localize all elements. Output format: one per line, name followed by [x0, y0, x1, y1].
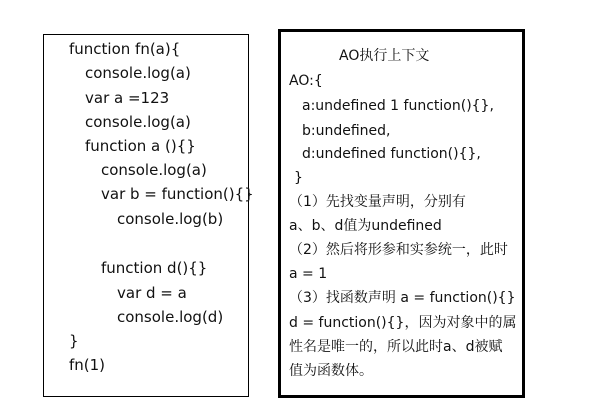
code-line: var d = a: [117, 284, 187, 302]
ao-line: （2）然后将形参和实参统一，此时: [289, 242, 508, 258]
ao-context-panel: [278, 29, 525, 398]
code-panel: [43, 34, 254, 397]
code-line: console.log(a): [85, 64, 191, 82]
ao-line: AO:{: [289, 73, 323, 89]
ao-line: a、b、d值为undefined: [289, 218, 442, 234]
code-line: var b = function(){}: [101, 185, 254, 203]
code-line: function a (){}: [85, 137, 196, 155]
ao-line: d = function(){}，因为对象中的属: [289, 315, 517, 331]
ao-line: }: [294, 170, 303, 186]
ao-line: b:undefined,: [302, 123, 391, 139]
code-line: function fn(a){: [69, 40, 181, 58]
ao-line: a:undefined 1 function(){},: [302, 98, 494, 114]
code-line: console.log(d): [117, 308, 224, 326]
code-line: fn(1): [69, 356, 106, 374]
ao-line: （1）先找变量声明，分别有: [289, 194, 466, 210]
ao-line: d:undefined function(){},: [302, 146, 481, 162]
code-line: console.log(a): [85, 113, 191, 131]
ao-line: 值为函数体。: [289, 363, 373, 379]
code-line: console.log(b): [117, 210, 224, 228]
ao-title: AO执行上下文: [339, 48, 430, 64]
code-line: console.log(a): [101, 161, 207, 179]
code-line: function d(){}: [101, 259, 208, 277]
ao-line: 性名是唯一的，所以此时a、d被赋: [289, 339, 503, 355]
code-line: }: [69, 332, 79, 350]
ao-line: a = 1: [289, 266, 328, 282]
ao-line: （3）找函数声明 a = function(){}: [289, 290, 516, 306]
code-line: var a =123: [85, 89, 170, 107]
